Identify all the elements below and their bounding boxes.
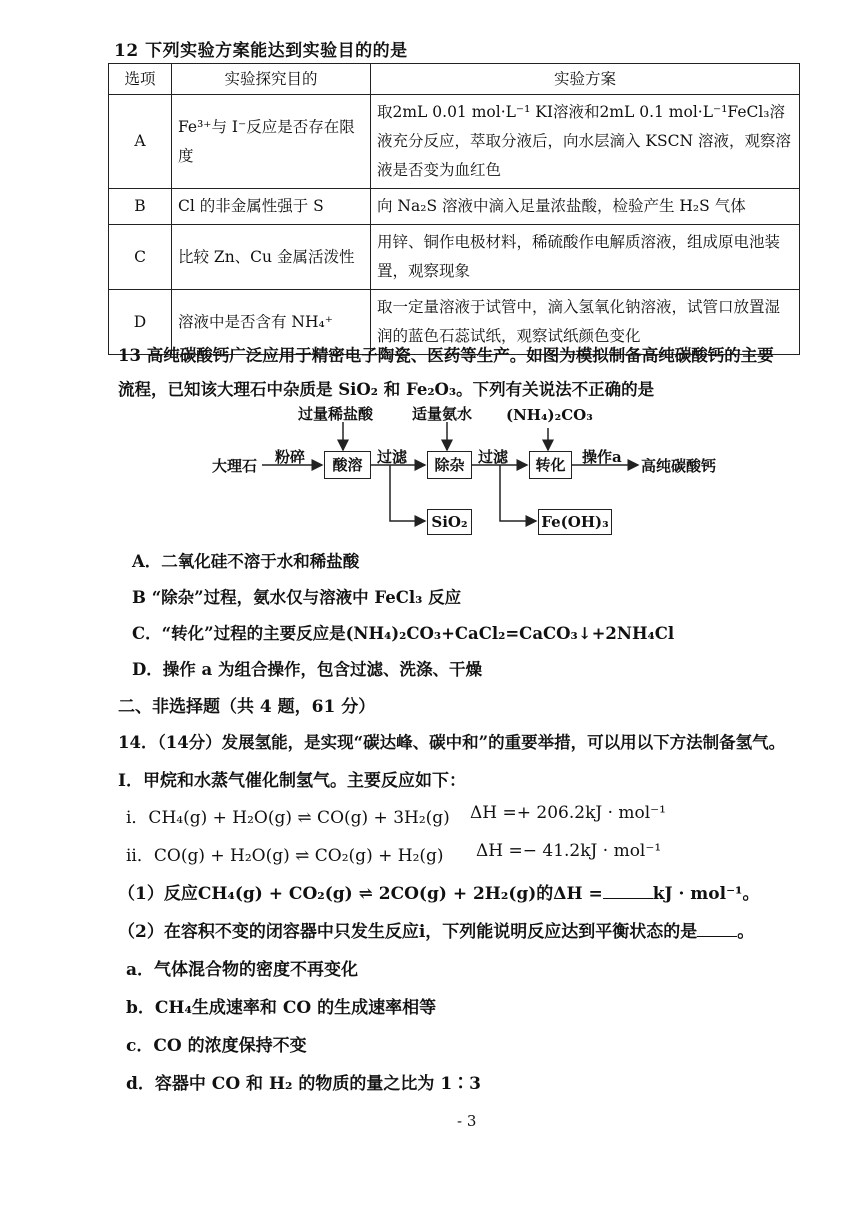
- q13-option-c: C．“转化”过程的主要反应是(NH₄)₂CO₃+CaCl₂=CaCO₃↓+2NH₄Cl: [132, 624, 675, 643]
- answer-blank[interactable]: [603, 882, 653, 899]
- flow-box-acid-dissolve: 酸溶: [324, 451, 371, 479]
- row-goal: 溶液中是否含有 NH₄⁺: [172, 290, 371, 355]
- row-option: B: [109, 189, 172, 225]
- flow-waste-sio2: SiO₂: [427, 509, 472, 535]
- page-number: - 3: [457, 1112, 477, 1130]
- header-option: 选项: [109, 64, 172, 95]
- flow-waste-feoh3: Fe(OH)₃: [538, 509, 612, 535]
- row-goal: Fe³⁺与 I⁻反应是否存在限度: [172, 95, 371, 189]
- q14-reaction-ii: ii．CO(g) + H₂O(g) ⇌ CO₂(g) + H₂(g): [126, 846, 444, 866]
- answer-blank[interactable]: [697, 920, 737, 937]
- row-plan: 取一定量溶液于试管中，滴入氢氧化钠溶液，试管口放置湿润的蓝色石蕊试纸，观察试纸颜色变化: [371, 290, 800, 355]
- q14-choice-c: c．CO 的浓度保持不变: [126, 1036, 307, 1056]
- q14-choice-b: b．CH₄生成速率和 CO 的生成速率相等: [126, 998, 437, 1018]
- flow-box-impurity-removal: 除杂: [427, 451, 472, 479]
- row-plan: 向 Na₂S 溶液中滴入足量浓盐酸，检验产生 H₂S 气体: [371, 189, 800, 225]
- row-option: C: [109, 225, 172, 290]
- q13-option-b: B “除杂”过程，氨水仅与溶液中 FeCl₃ 反应: [132, 588, 462, 607]
- flow-step-crush: 粉碎: [275, 448, 306, 466]
- flow-step-operation-a: 操作a: [582, 448, 622, 466]
- flow-product: 高纯碳酸钙: [641, 457, 717, 475]
- reagent-ammonia: 适量氨水: [412, 405, 473, 423]
- q13-option-a: A．二氧化硅不溶于水和稀盐酸: [132, 552, 360, 571]
- q13-stem-line1: 13 高纯碳酸钙广泛应用于精密电子陶瓷、医药等生产。如图为模拟制备高纯碳酸钙的主要: [118, 346, 774, 365]
- row-option: A: [109, 95, 172, 189]
- q14-reaction-i: i．CH₄(g) + H₂O(g) ⇌ CO(g) + 3H₂(g): [126, 808, 450, 828]
- flow-start-marble: 大理石: [212, 457, 258, 475]
- flow-step-filter2: 过滤: [478, 448, 509, 466]
- q14-sub2: [118, 917, 754, 942]
- q14-sub2-text: （2）在容积不变的闭容器中只发生反应i，下列能说明反应达到平衡状态的是: [118, 922, 698, 942]
- header-goal: 实验探究目的: [172, 64, 371, 95]
- q14-part1: I．甲烷和水蒸气催化制氢气。主要反应如下：: [118, 771, 466, 791]
- flow-step-filter1: 过滤: [377, 448, 408, 466]
- row-plan: 取2mL 0.01 mol·L⁻¹ KI溶液和2mL 0.1 mol·L⁻¹FeCl₃溶液充分反应，萃取分液后，向水层滴入 KSCN 溶液，观察溶液是否变为血红色: [371, 95, 800, 189]
- q14-reaction-i-dh: ΔH =+ 206.2kJ · mol⁻¹: [470, 803, 666, 823]
- q13-option-d: D．操作 a 为组合操作，包含过滤、洗涤、干燥: [132, 660, 482, 679]
- q14-sub1: [118, 879, 760, 904]
- section-2-heading: 二、非选择题（共 4 题，61 分）: [118, 697, 376, 717]
- row-goal: 比较 Zn、Cu 金属活泼性: [172, 225, 371, 290]
- row-option: D: [109, 290, 172, 355]
- q13-stem-line2: 流程，已知该大理石中杂质是 SiO₂ 和 Fe₂O₃。下列有关说法不正确的是: [118, 380, 655, 399]
- q14-reaction-ii-dh: ΔH =− 41.2kJ · mol⁻¹: [476, 841, 662, 861]
- q14-sub1-text: （1）反应CH₄(g) + CO₂(g) ⇌ 2CO(g) + 2H₂(g)的ΔH =: [118, 884, 603, 904]
- q14-intro: 14．（14分）发展氢能，是实现“碳达峰、碳中和”的重要举措，可以用以下方法制备氢气。: [118, 733, 786, 752]
- reagent-ammonium-carbonate: (NH₄)₂CO₃: [506, 406, 593, 424]
- row-plan: 用锌、铜作电极材料，稀硫酸作电解质溶液，组成原电池装置，观察现象: [371, 225, 800, 290]
- header-plan: 实验方案: [371, 64, 800, 95]
- row-goal: Cl 的非金属性强于 S: [172, 189, 371, 225]
- flow-box-conversion: 转化: [529, 451, 572, 479]
- q14-choice-a: a．气体混合物的密度不再变化: [126, 960, 359, 980]
- q14-choice-d: d．容器中 CO 和 H₂ 的物质的量之比为 1∶3: [126, 1074, 481, 1094]
- q14-sub1-unit: kJ · mol⁻¹。: [652, 884, 760, 904]
- q14-sub2-end: 。: [737, 922, 755, 942]
- reagent-hcl: 过量稀盐酸: [298, 405, 374, 423]
- q12-title: 12 下列实验方案能达到实验目的的是: [114, 41, 408, 61]
